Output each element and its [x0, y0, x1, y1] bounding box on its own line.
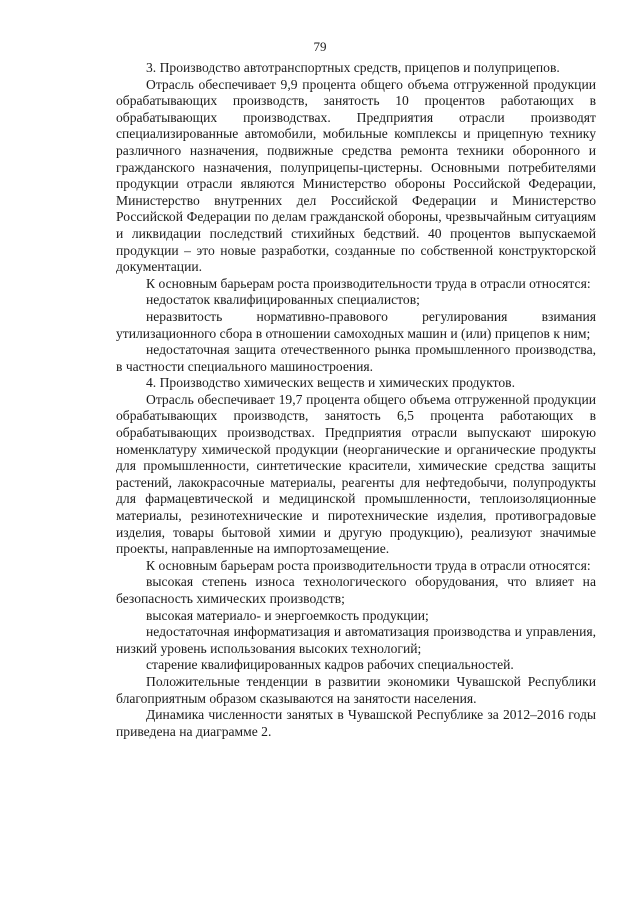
paragraph-employment-trends: Положительные тенденции в развитии экономики Чувашской Республики благоприятным образом сказываются на занятости населения.	[116, 673, 596, 706]
paragraph-section-3-barrier-3: недостаточная защита отечественного рынка промышленного производства, в частности специального машиностроения.	[116, 342, 596, 374]
paragraph-section-4-barriers-intro: К основным барьерам роста производительности труда в отрасли относятся:	[146, 557, 591, 573]
paragraph-section-3-overview: Отрасль обеспечивает 9,9 процента общего объема отгруженной продукции обрабатывающих производств, занятость 10 процентов работающих в обрабатывающих производствах. Предприятия отрасли производят специализированные автомобили, мобильные комплексы и прицепную технику различного назначения, подвижные средства ремонта техники оборонного и гражданского назначения, полуприцепы-цистерны. Основными потребителями продукции отрасли являются Министерство обороны Российской Федерации, Министерство внутренних дел Российской Федерации и Министерство Российской Федерации по делам гражданской обороны, чрезвычайным ситуациям и ликвидации последствий стихийных бедствий. 40 процентов выпускаемой продукции – это новые разработки, созданные по собственной конструкторской документации.	[116, 76, 596, 275]
page-number: 79	[313, 39, 327, 54]
paragraph-section-3-barrier-1: недостаток квалифицированных специалистов;	[146, 292, 420, 308]
paragraph-section-4-barrier-1: высокая степень износа технологического оборудования, что влияет на безопасность химических производств;	[116, 574, 596, 606]
paragraph-section-4-heading: 4. Производство химических веществ и химических продуктов.	[146, 375, 515, 391]
paragraph-diagram-reference: Динамика численности занятых в Чувашской Республике за 2012–2016 годы приведена на диаграмме 2.	[116, 707, 596, 739]
paragraph-section-3-barrier-2: неразвитость нормативно-правового регулирования взимания утилизационного сбора в отношении самоходных машин и (или) прицепов к ним;	[116, 308, 596, 341]
document-body	[116, 60, 596, 740]
paragraph-section-4-barrier-3: недостаточная информатизация и автоматизация производства и управления, низкий уровень использования высоких технологий;	[116, 624, 596, 656]
paragraph-section-4-overview: Отрасль обеспечивает 19,7 процента общего объема отгруженной продукции обрабатывающих производств, занятость 6,5 процента работающих в обрабатывающих производствах. Предприятия отрасли выпускают широкую номенклатуру химической продукции (неорганические и органические продукты для промышленности, синтетические красители, химические средства защиты растений, лакокрасочные материалы, реагенты для нефтедобычи, полупродукты для фармацевтической и медицинской промышленности, теплоизоляционные материалы, резинотехнические и пиротехнические изделия, противоградовые изделия, товары бытовой химии и другую продукцию), реализуют значимые проекты, направленные на импортозамещение.	[116, 391, 596, 557]
paragraph-section-3-barriers-intro: К основным барьерам роста производительности труда в отрасли относятся:	[146, 275, 591, 291]
paragraph-section-4-barrier-4: старение квалифицированных кадров рабочих специальностей.	[146, 657, 514, 673]
paragraph-section-4-barrier-2: высокая материало- и энергоемкость продукции;	[146, 607, 429, 623]
paragraph-section-3-heading: 3. Производство автотранспортных средств, прицепов и полуприцепов.	[146, 60, 560, 75]
